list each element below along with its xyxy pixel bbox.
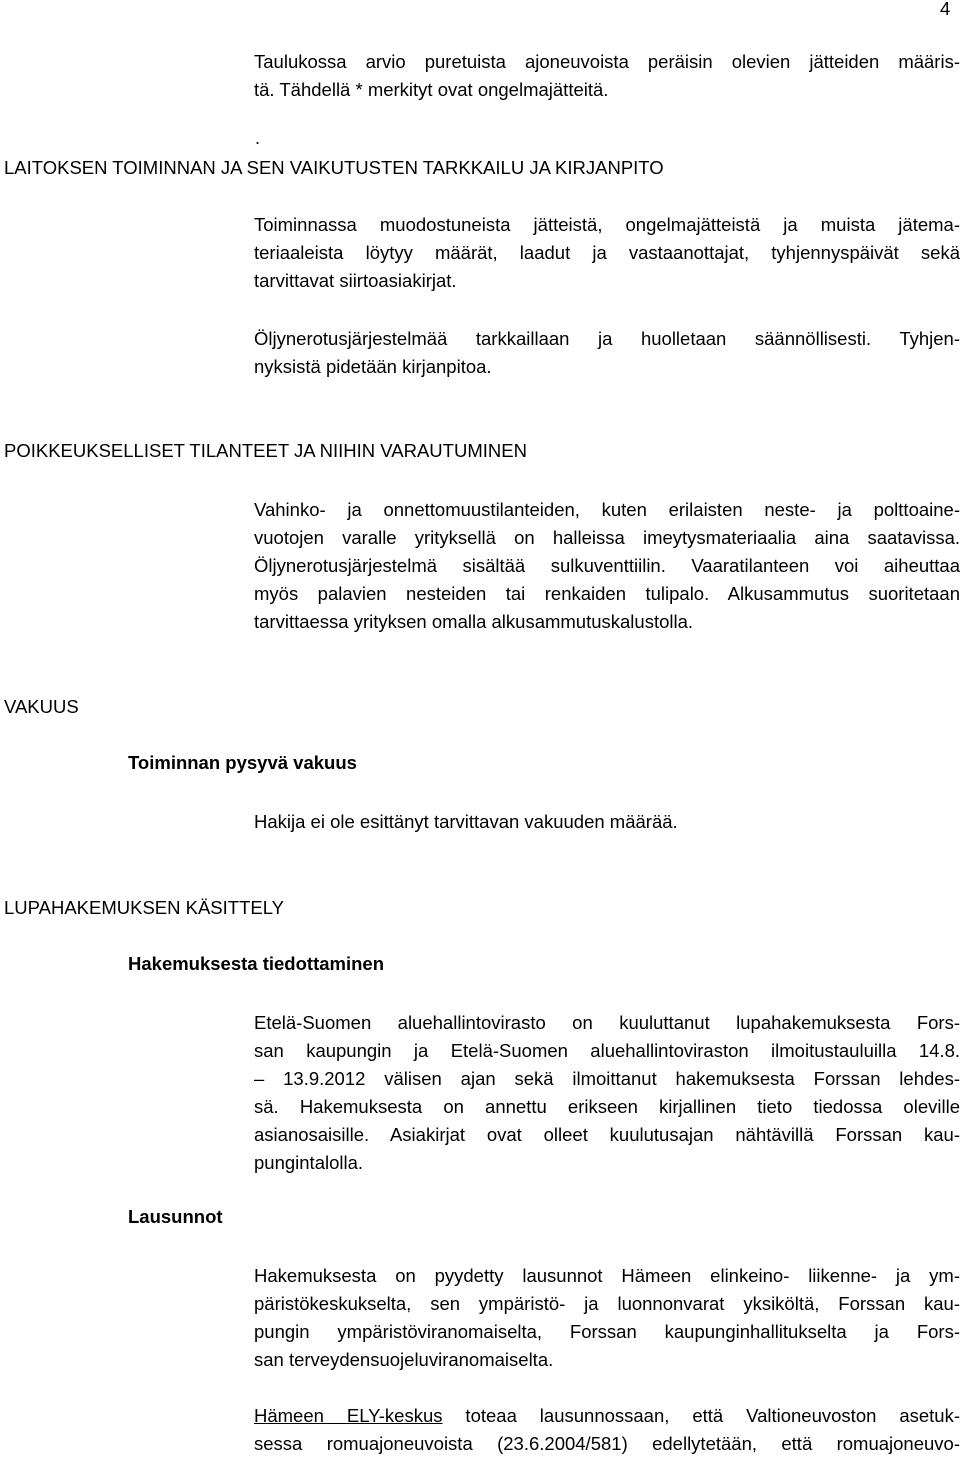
statements-p1-line-3: pungin ympäristöviranomaiselta, Forssan kaupunginhallitukselta ja Fors-: [254, 1318, 960, 1346]
statements-paragraph-1: [254, 1262, 960, 1374]
intro-line-1: Taulukossa arvio puretuista ajoneuvoista peräisin olevien jätteiden määris-: [254, 48, 960, 76]
exceptional-line-1: Vahinko- ja onnettomuustilanteiden, kuten erilaisten neste- ja polttoaine-: [254, 496, 960, 524]
notification-line-3: – 13.9.2012 välisen ajan sekä ilmoittanut hakemuksesta Forssan lehdes-: [254, 1065, 960, 1093]
section-heading-processing: LUPAHAKEMUKSEN KÄSITTELY: [4, 897, 284, 919]
monitoring-paragraph-1: [254, 211, 960, 295]
exceptional-paragraph: [254, 496, 960, 636]
section-heading-exceptional: POIKKEUKSELLISET TILANTEET JA NIIHIN VARAUTUMINEN: [4, 440, 527, 462]
statements-paragraph-2: [254, 1402, 960, 1458]
notification-line-5: asianosaisille. Asiakirjat ovat olleet kuulutusajan nähtävillä Forssan kau-: [254, 1121, 960, 1149]
statements-p2-line-2: sessa romuajoneuvoista (23.6.2004/581) edellytetään, että romuajoneuvo-: [254, 1430, 960, 1458]
notification-line-6: pungintalolla.: [254, 1149, 960, 1177]
monitoring-paragraph-2: [254, 325, 960, 381]
section-heading-monitoring: LAITOKSEN TOIMINNAN JA SEN VAIKUTUSTEN TARKKAILU JA KIRJANPITO: [4, 157, 664, 179]
notification-line-4: sä. Hakemuksesta on annettu erikseen kirjallinen tieto tiedossa oleville: [254, 1093, 960, 1121]
notification-line-2: san kaupungin ja Etelä-Suomen aluehallintoviraston ilmoitustauluilla 14.8.: [254, 1037, 960, 1065]
section-heading-security: VAKUUS: [4, 696, 79, 718]
statements-p2-line-1-rest: toteaa lausunnossaan, että Valtioneuvoston asetuk-: [443, 1405, 960, 1426]
statements-p1-line-1: Hakemuksesta on pyydetty lausunnot Hämeen elinkeino- liikenne- ja ym-: [254, 1262, 960, 1290]
monitoring-p2-line-1: Öljynerotusjärjestelmää tarkkaillaan ja huolletaan säännöllisesti. Tyhjen-: [254, 325, 960, 353]
exceptional-line-3: Öljynerotusjärjestelmä sisältää sulkuventtiilin. Vaaratilanteen voi aiheuttaa: [254, 552, 960, 580]
exceptional-line-5: tarvittaessa yrityksen omalla alkusammutuskalustolla.: [254, 608, 960, 636]
notification-line-1: Etelä-Suomen aluehallintovirasto on kuuluttanut lupahakemuksesta Fors-: [254, 1009, 960, 1037]
monitoring-p1-line-3: tarvittavat siirtoasiakirjat.: [254, 267, 960, 295]
intro-line-2: tä. Tähdellä * merkityt ovat ongelmajätteitä.: [254, 76, 960, 104]
statements-p1-line-4: san terveydensuojeluviranomaiselta.: [254, 1346, 960, 1374]
statements-p1-line-2: päristökeskukselta, sen ympäristö- ja luonnonvarat yksiköltä, Forssan kau-: [254, 1290, 960, 1318]
statements-p2-line-1: [254, 1402, 960, 1430]
exceptional-line-2: vuotojen varalle yrityksellä on halleissa imeytysmateriaalia aina saatavissa.: [254, 524, 960, 552]
subheading-security: Toiminnan pysyvä vakuus: [128, 752, 357, 774]
exceptional-line-4: myös palavien nesteiden tai renkaiden tulipalo. Alkusammutus suoritetaan: [254, 580, 960, 608]
subheading-statements: Lausunnot: [128, 1206, 223, 1228]
subheading-notification: Hakemuksesta tiedottaminen: [128, 953, 384, 975]
stray-dot: .: [255, 128, 260, 149]
ely-keskus-link: Hämeen ELY-keskus: [254, 1405, 443, 1426]
monitoring-p1-line-2: teriaaleista löytyy määrät, laadut ja vastaanottajat, tyhjennyspäivät sekä: [254, 239, 960, 267]
intro-paragraph: [254, 48, 960, 104]
security-paragraph: Hakija ei ole esittänyt tarvittavan vakuuden määrää.: [254, 808, 960, 836]
page-number: 4: [940, 0, 950, 20]
monitoring-p2-line-2: nyksistä pidetään kirjanpitoa.: [254, 353, 960, 381]
monitoring-p1-line-1: Toiminnassa muodostuneista jätteistä, ongelmajätteistä ja muista jätema-: [254, 211, 960, 239]
notification-paragraph: [254, 1009, 960, 1177]
